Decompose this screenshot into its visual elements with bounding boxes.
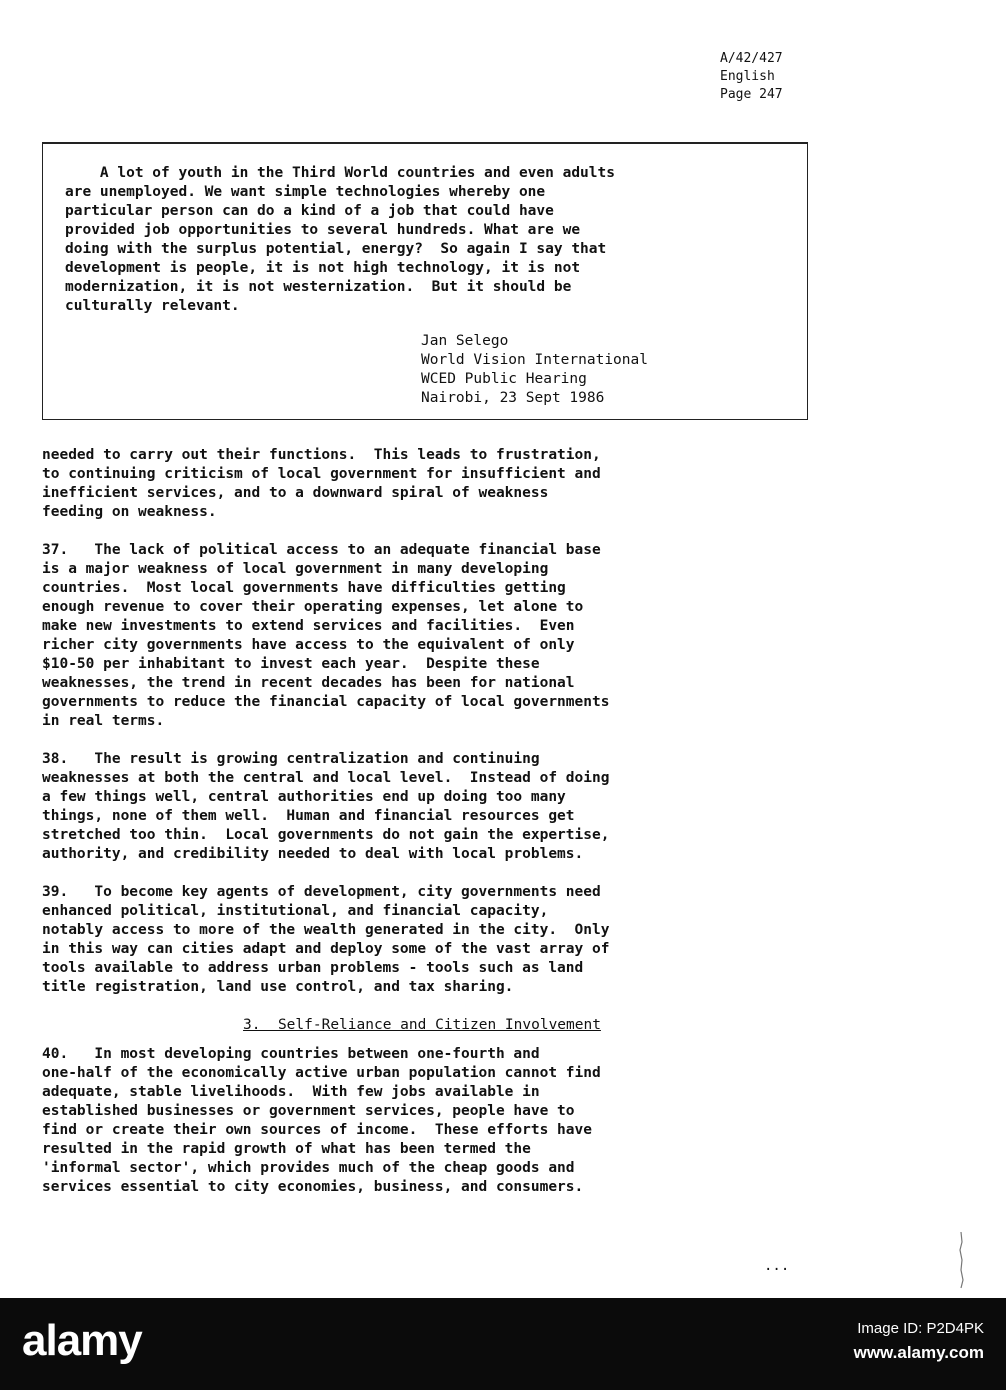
image-id: Image ID: P2D4PK xyxy=(857,1320,984,1337)
text-line: 38. The result is growing centralization and continuing xyxy=(42,751,540,767)
document-symbol: A/42/427 xyxy=(720,51,783,66)
text-line: richer city governments have access to the equivalent of only xyxy=(42,637,575,653)
text-line: to continuing criticism of local government for insufficient and xyxy=(42,466,601,482)
quote-line: A lot of youth in the Third World countries and even adults xyxy=(65,165,615,181)
quote-line: modernization, it is not westernization. But it should be xyxy=(65,279,572,295)
text-line: countries. Most local governments have difficulties getting xyxy=(42,580,566,596)
text-line: 40. In most developing countries between one-fourth and xyxy=(42,1046,540,1062)
quote-attribution xyxy=(421,332,648,408)
quote-box xyxy=(42,142,808,420)
text-line: governments to reduce the financial capacity of local governments xyxy=(42,694,610,710)
text-line: find or create their own sources of income. These efforts have xyxy=(42,1122,592,1138)
quote-text xyxy=(65,164,795,316)
quote-line: particular person can do a kind of a job that could have xyxy=(65,203,554,219)
text-line: services essential to city economies, business, and consumers. xyxy=(42,1179,584,1195)
text-line: in this way can cities adapt and deploy some of the vast array of xyxy=(42,941,610,957)
text-line: 'informal sector', which provides much of the cheap goods and xyxy=(42,1160,575,1176)
text-line: a few things well, central authorities end up doing too many xyxy=(42,789,566,805)
quote-line: doing with the surplus potential, energy? So again I say that xyxy=(65,241,607,257)
quote-line: development is people, it is not high technology, it is not xyxy=(65,260,581,276)
paragraph-40 xyxy=(42,1045,802,1197)
text-line: enhanced political, institutional, and financial capacity, xyxy=(42,903,549,919)
paragraph-continuation xyxy=(42,446,802,522)
text-line: feeding on weakness. xyxy=(42,504,217,520)
quote-line: are unemployed. We want simple technologies whereby one xyxy=(65,184,546,200)
body-text xyxy=(42,446,802,1216)
site-url[interactable]: www.alamy.com xyxy=(853,1343,984,1362)
paragraph-39 xyxy=(42,883,802,997)
text-line: weaknesses at both the central and local level. Instead of doing xyxy=(42,770,610,786)
hearing-event: WCED Public Hearing xyxy=(421,371,587,387)
text-line: adequate, stable livelihoods. With few jobs available in xyxy=(42,1084,540,1100)
text-line: resulted in the rapid growth of what has been termed the xyxy=(42,1141,531,1157)
quote-line: culturally relevant. xyxy=(65,298,240,314)
text-line: notably access to more of the wealth generated in the city. Only xyxy=(42,922,610,938)
text-line: enough revenue to cover their operating expenses, let alone to xyxy=(42,599,584,615)
text-line: make new investments to extend services and facilities. Even xyxy=(42,618,575,634)
text-line: $10-50 per inhabitant to invest each year. Despite these xyxy=(42,656,540,672)
hearing-place-date: Nairobi, 23 Sept 1986 xyxy=(421,390,605,406)
text-line: one-half of the economically active urban population cannot find xyxy=(42,1065,601,1081)
page-number: Page 247 xyxy=(720,87,783,102)
document-language: English xyxy=(720,69,775,84)
text-line: tools available to address urban problems - tools such as land xyxy=(42,960,584,976)
text-line: 37. The lack of political access to an adequate financial base xyxy=(42,542,601,558)
text-line: inefficient services, and to a downward spiral of weakness xyxy=(42,485,549,501)
text-line: authority, and credibility needed to deal with local problems. xyxy=(42,846,584,862)
text-line: weaknesses, the trend in recent decades has been for national xyxy=(42,675,575,691)
text-line: things, none of them well. Human and financial resources get xyxy=(42,808,575,824)
quote-line: provided job opportunities to several hundreds. What are we xyxy=(65,222,581,238)
text-line: title registration, land use control, and tax sharing. xyxy=(42,979,514,995)
alamy-logo: alamy xyxy=(22,1316,142,1365)
section-heading: 3. Self-Reliance and Citizen Involvement xyxy=(243,1017,601,1033)
text-line: in real terms. xyxy=(42,713,165,729)
speaker-organization: World Vision International xyxy=(421,352,648,368)
document-header xyxy=(720,50,783,104)
scan-artifact-icon xyxy=(956,1230,966,1290)
text-line: 39. To become key agents of development, city governments need xyxy=(42,884,601,900)
paragraph-37 xyxy=(42,541,802,731)
text-line: is a major weakness of local government in many developing xyxy=(42,561,549,577)
paragraph-38 xyxy=(42,750,802,864)
speaker-name: Jan Selego xyxy=(421,333,509,349)
watermark-footer xyxy=(0,1298,1006,1390)
text-line: established businesses or government services, people have to xyxy=(42,1103,575,1119)
continued-mark: ... xyxy=(764,1258,790,1274)
text-line: stretched too thin. Local governments do not gain the expertise, xyxy=(42,827,610,843)
footer-info xyxy=(854,1318,984,1366)
text-line: needed to carry out their functions. This leads to frustration, xyxy=(42,447,601,463)
